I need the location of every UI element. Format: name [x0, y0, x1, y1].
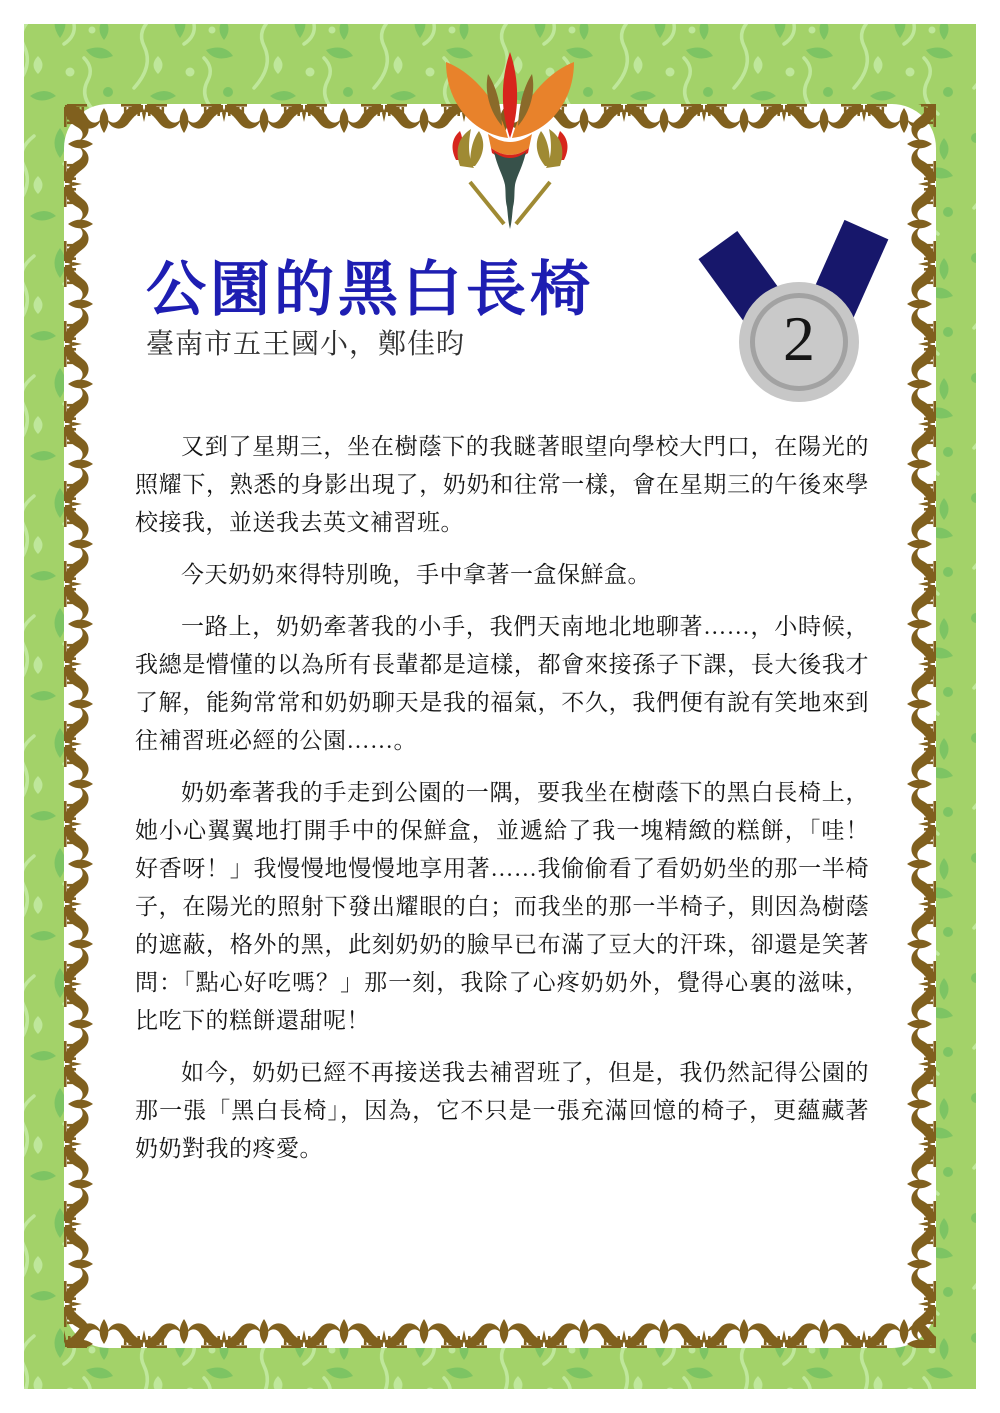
medal-disc-icon [739, 282, 859, 402]
page-title: 公園的黑白長椅 [146, 256, 594, 324]
silver-medal-icon [712, 220, 902, 412]
essay-paragraph: 如今，奶奶已經不再接送我去補習班了，但是，我仍然記得公園的那一張「黑白長椅」，因為，它不只是一張充滿回憶的椅子，更蘊藏著奶奶對我的疼愛。 [135, 1060, 869, 1161]
essay-body [135, 428, 869, 1182]
essay-paragraph: 今天奶奶來得特別晚，手中拿著一盒保鮮盒。 [181, 562, 651, 587]
byline: 臺南市五王國小，鄭佳昀 [146, 328, 466, 359]
medal-ring-icon [750, 293, 848, 391]
essay-paragraph: 又到了星期三，坐在樹蔭下的我瞇著眼望向學校大門口，在陽光的照耀下，熟悉的身影出現了，奶奶和往常一樣，會在星期三的午後來學校接我，並送我去英文補習班。 [135, 434, 869, 535]
lotus-torch-icon [408, 36, 612, 232]
medal-rank: 2 [783, 303, 815, 374]
essay-paragraph: 奶奶牽著我的手走到公園的一隅，要我坐在樹蔭下的黑白長椅上，她小心翼翼地打開手中的保鮮盒，並遞給了我一塊精緻的糕餅，「哇！好香呀！」我慢慢地慢慢地享用著……我偷偷看了看奶奶坐的那一半椅子，在陽光的照射下發出耀眼的白；而我坐的那一半椅子，則因為樹蔭的遮蔽，格外的黑，此刻奶奶的臉早已布滿了豆大的汗珠，卻還是笑著問：「點心好吃嗎？」那一刻，我除了心疼奶奶外，覺得心裏的滋味，比吃下的糕餅還甜呢！ [135, 780, 869, 1033]
essay-paragraph: 一路上，奶奶牽著我的小手，我們天南地北地聊著……，小時候，我總是懵懂的以為所有長輩都是這樣，都會來接孫子下課，長大後我才了解，能夠常常和奶奶聊天是我的福氣，不久，我們便有說有笑地來到往補習班必經的公園……。 [135, 614, 869, 753]
